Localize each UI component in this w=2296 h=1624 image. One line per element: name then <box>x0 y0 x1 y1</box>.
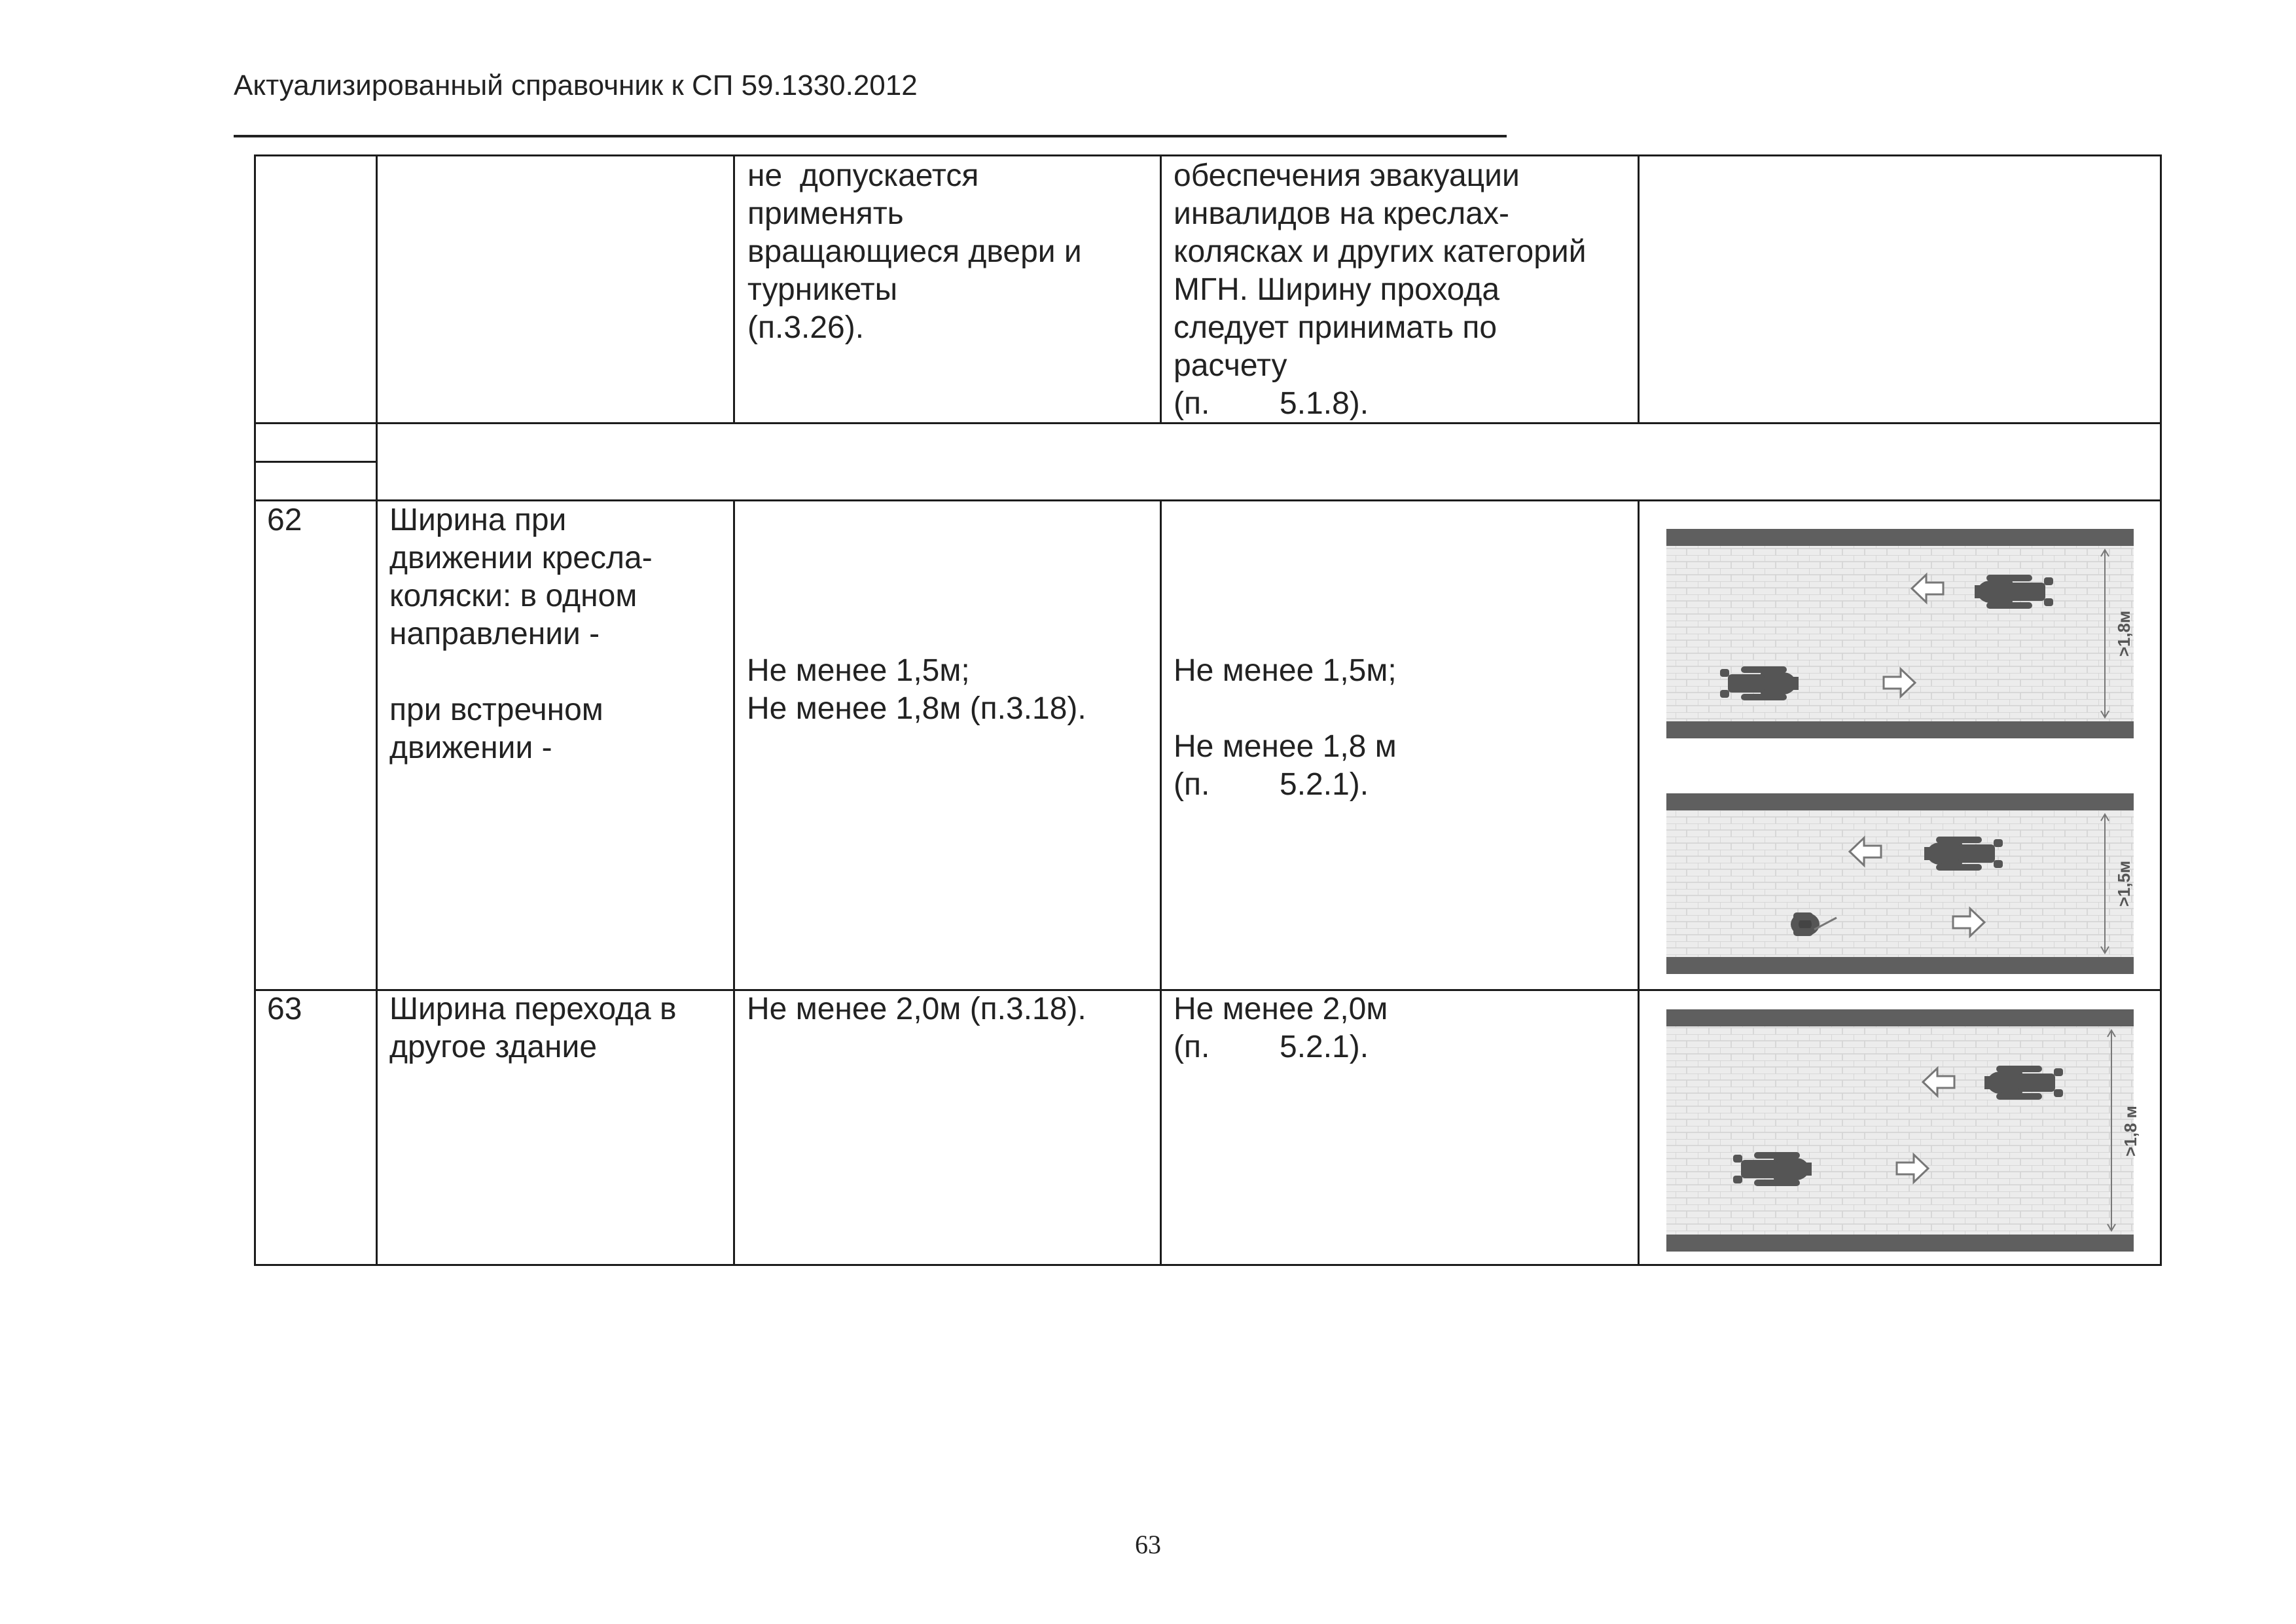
row-title: Ширина перехода в другое здание <box>389 992 677 1064</box>
table-rule <box>1638 499 1640 1266</box>
requirement-new: Не менее 1,5м; Не менее 1,8 м (п. 5.2.1). <box>1174 653 1397 802</box>
table-rule <box>733 499 735 1266</box>
continued-requirement-new: обеспечения эвакуации инвалидов на креслах- колясках и других категорий МГН. Ширину прохода следует принимать по расчету (п. 5.1.8). <box>1174 158 1587 421</box>
page-header-title: Актуализированный справочник к СП 59.1330.2012 <box>234 69 918 101</box>
page-number: 63 <box>1135 1530 1161 1559</box>
dimension-label: >1,8 м <box>2121 1106 2140 1157</box>
table-rule <box>254 154 2161 156</box>
requirement-old: Не менее 1,5м; Не менее 1,8м (п.3.18). <box>747 653 1086 726</box>
row-number: 63 <box>267 992 302 1026</box>
row-number: 62 <box>267 503 302 537</box>
table-rule <box>376 154 378 1266</box>
requirement-new: Не менее 2,0м (п. 5.2.1). <box>1174 992 1388 1064</box>
table-rule <box>254 1264 2161 1266</box>
table-rule <box>733 154 735 423</box>
table-rule <box>1638 154 1640 423</box>
dimension-label: >1,5м <box>2114 860 2134 907</box>
row-title: Ширина при движении кресла- коляски: в одном направлении - при встречном движении - <box>389 503 653 765</box>
table-rule <box>254 154 256 1266</box>
table-rule <box>254 461 376 463</box>
table-rule <box>1160 499 1162 1266</box>
continued-requirement-old: не допускается применять вращающиеся двери и турникеты (п.3.26). <box>747 158 1082 345</box>
table-rule <box>1160 154 1162 423</box>
header-rule <box>234 135 1507 137</box>
requirement-old: Не менее 2,0м (п.3.18). <box>747 992 1086 1026</box>
table-rule <box>2160 154 2162 1266</box>
corridor-diagram <box>1653 784 2157 981</box>
corridor-diagram <box>1653 995 2157 1263</box>
corridor-diagram <box>1653 516 2157 751</box>
dimension-label: >1,8м <box>2114 610 2134 657</box>
